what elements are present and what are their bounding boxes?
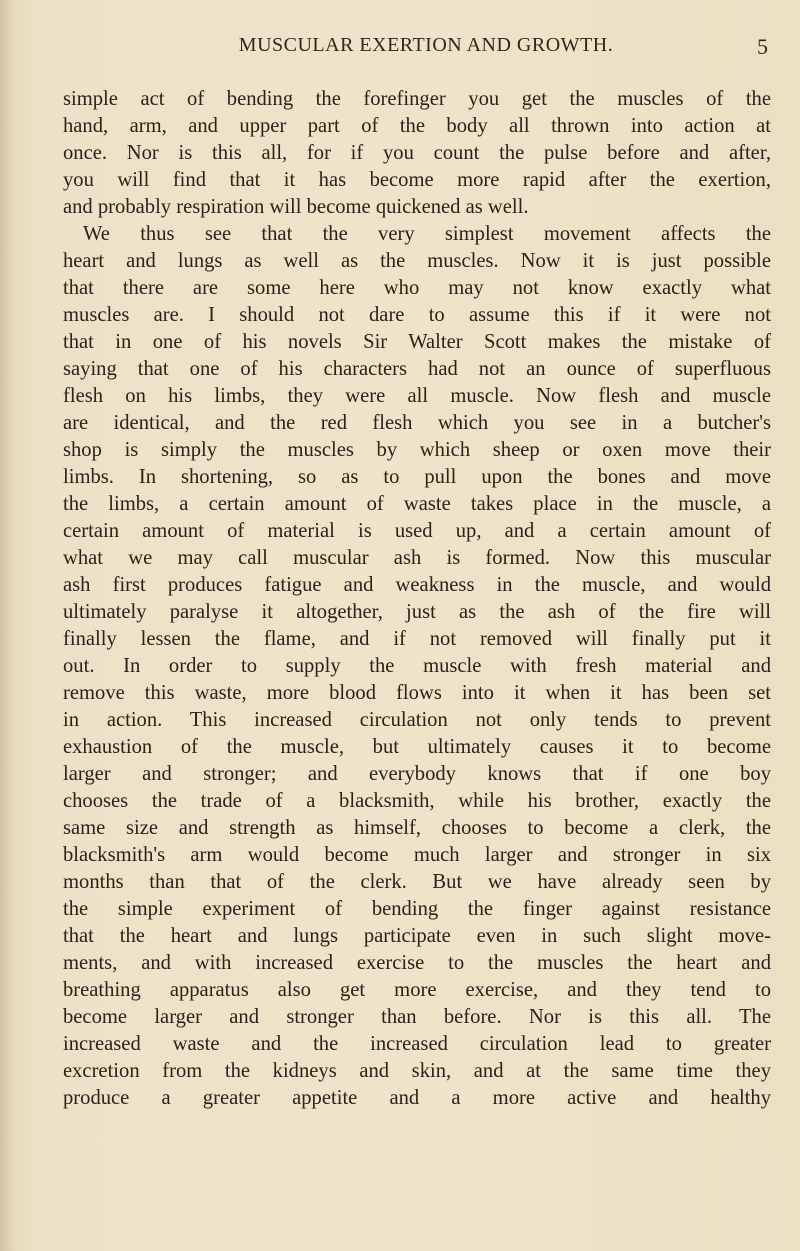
text-line: months than that of the clerk. But we have already seen by	[63, 871, 771, 893]
text-line: blacksmith's arm would become much larger and stronger in six	[63, 844, 771, 866]
text-line: flesh on his limbs, they were all muscle. Now flesh and muscle	[63, 385, 771, 407]
text-line: muscles are. I should not dare to assume this if it were not	[63, 304, 771, 326]
text-line: the simple experiment of bending the finger against resistance	[63, 898, 771, 920]
text-line: are identical, and the red flesh which you see in a butcher's	[63, 412, 771, 434]
body-text	[63, 86, 771, 1112]
text-line: that there are some here who may not know exactly what	[63, 277, 771, 299]
text-line: excretion from the kidneys and skin, and at the same time they	[63, 1060, 771, 1082]
text-line: hand, arm, and upper part of the body all thrown into action at	[63, 115, 771, 137]
text-line: remove this waste, more blood flows into it when it has been set	[63, 682, 771, 704]
text-line: that in one of his novels Sir Walter Scott makes the mistake of	[63, 331, 771, 353]
text-line: once. Nor is this all, for if you count the pulse before and after,	[63, 142, 771, 164]
text-line: and probably respiration will become quickened as well.	[63, 196, 529, 218]
text-line: We thus see that the very simplest movement affects the	[83, 223, 771, 245]
text-line: you will find that it has become more rapid after the exertion,	[63, 169, 771, 191]
text-line: out. In order to supply the muscle with fresh material and	[63, 655, 771, 677]
text-line: exhaustion of the muscle, but ultimately causes it to become	[63, 736, 771, 758]
running-head	[62, 34, 770, 62]
text-line: ments, and with increased exercise to the muscles the heart and	[63, 952, 771, 974]
text-line: heart and lungs as well as the muscles. Now it is just possible	[63, 250, 771, 272]
text-line: in action. This increased circulation not only tends to prevent	[63, 709, 771, 731]
text-line: breathing apparatus also get more exercise, and they tend to	[63, 979, 771, 1001]
text-line: larger and stronger; and everybody knows that if one boy	[63, 763, 771, 785]
text-line: that the heart and lungs participate even in such slight move-	[63, 925, 771, 947]
text-line: produce a greater appetite and a more active and healthy	[63, 1087, 771, 1109]
text-line: certain amount of material is used up, and a certain amount of	[63, 520, 771, 542]
page-gutter-shadow	[0, 0, 14, 1251]
text-line: same size and strength as himself, chooses to become a clerk, the	[63, 817, 771, 839]
text-line: limbs. In shortening, so as to pull upon the bones and move	[63, 466, 771, 488]
text-line: ultimately paralyse it altogether, just as the ash of the fire will	[63, 601, 771, 623]
text-line: become larger and stronger than before. Nor is this all. The	[63, 1006, 771, 1028]
text-line: the limbs, a certain amount of waste takes place in the muscle, a	[63, 493, 771, 515]
text-line: ash first produces fatigue and weakness in the muscle, and would	[63, 574, 771, 596]
text-line: simple act of bending the forefinger you get the muscles of the	[63, 88, 771, 110]
text-line: finally lessen the flame, and if not removed will finally put it	[63, 628, 771, 650]
running-title: MUSCULAR EXERTION AND GROWTH.	[238, 34, 614, 56]
text-line: saying that one of his characters had not an ounce of superfluous	[63, 358, 771, 380]
text-line: increased waste and the increased circulation lead to greater	[63, 1033, 771, 1055]
text-line: what we may call muscular ash is formed. Now this muscular	[63, 547, 771, 569]
page-number: 5	[757, 34, 768, 59]
text-line: chooses the trade of a blacksmith, while his brother, exactly the	[63, 790, 771, 812]
text-line: shop is simply the muscles by which sheep or oxen move their	[63, 439, 771, 461]
